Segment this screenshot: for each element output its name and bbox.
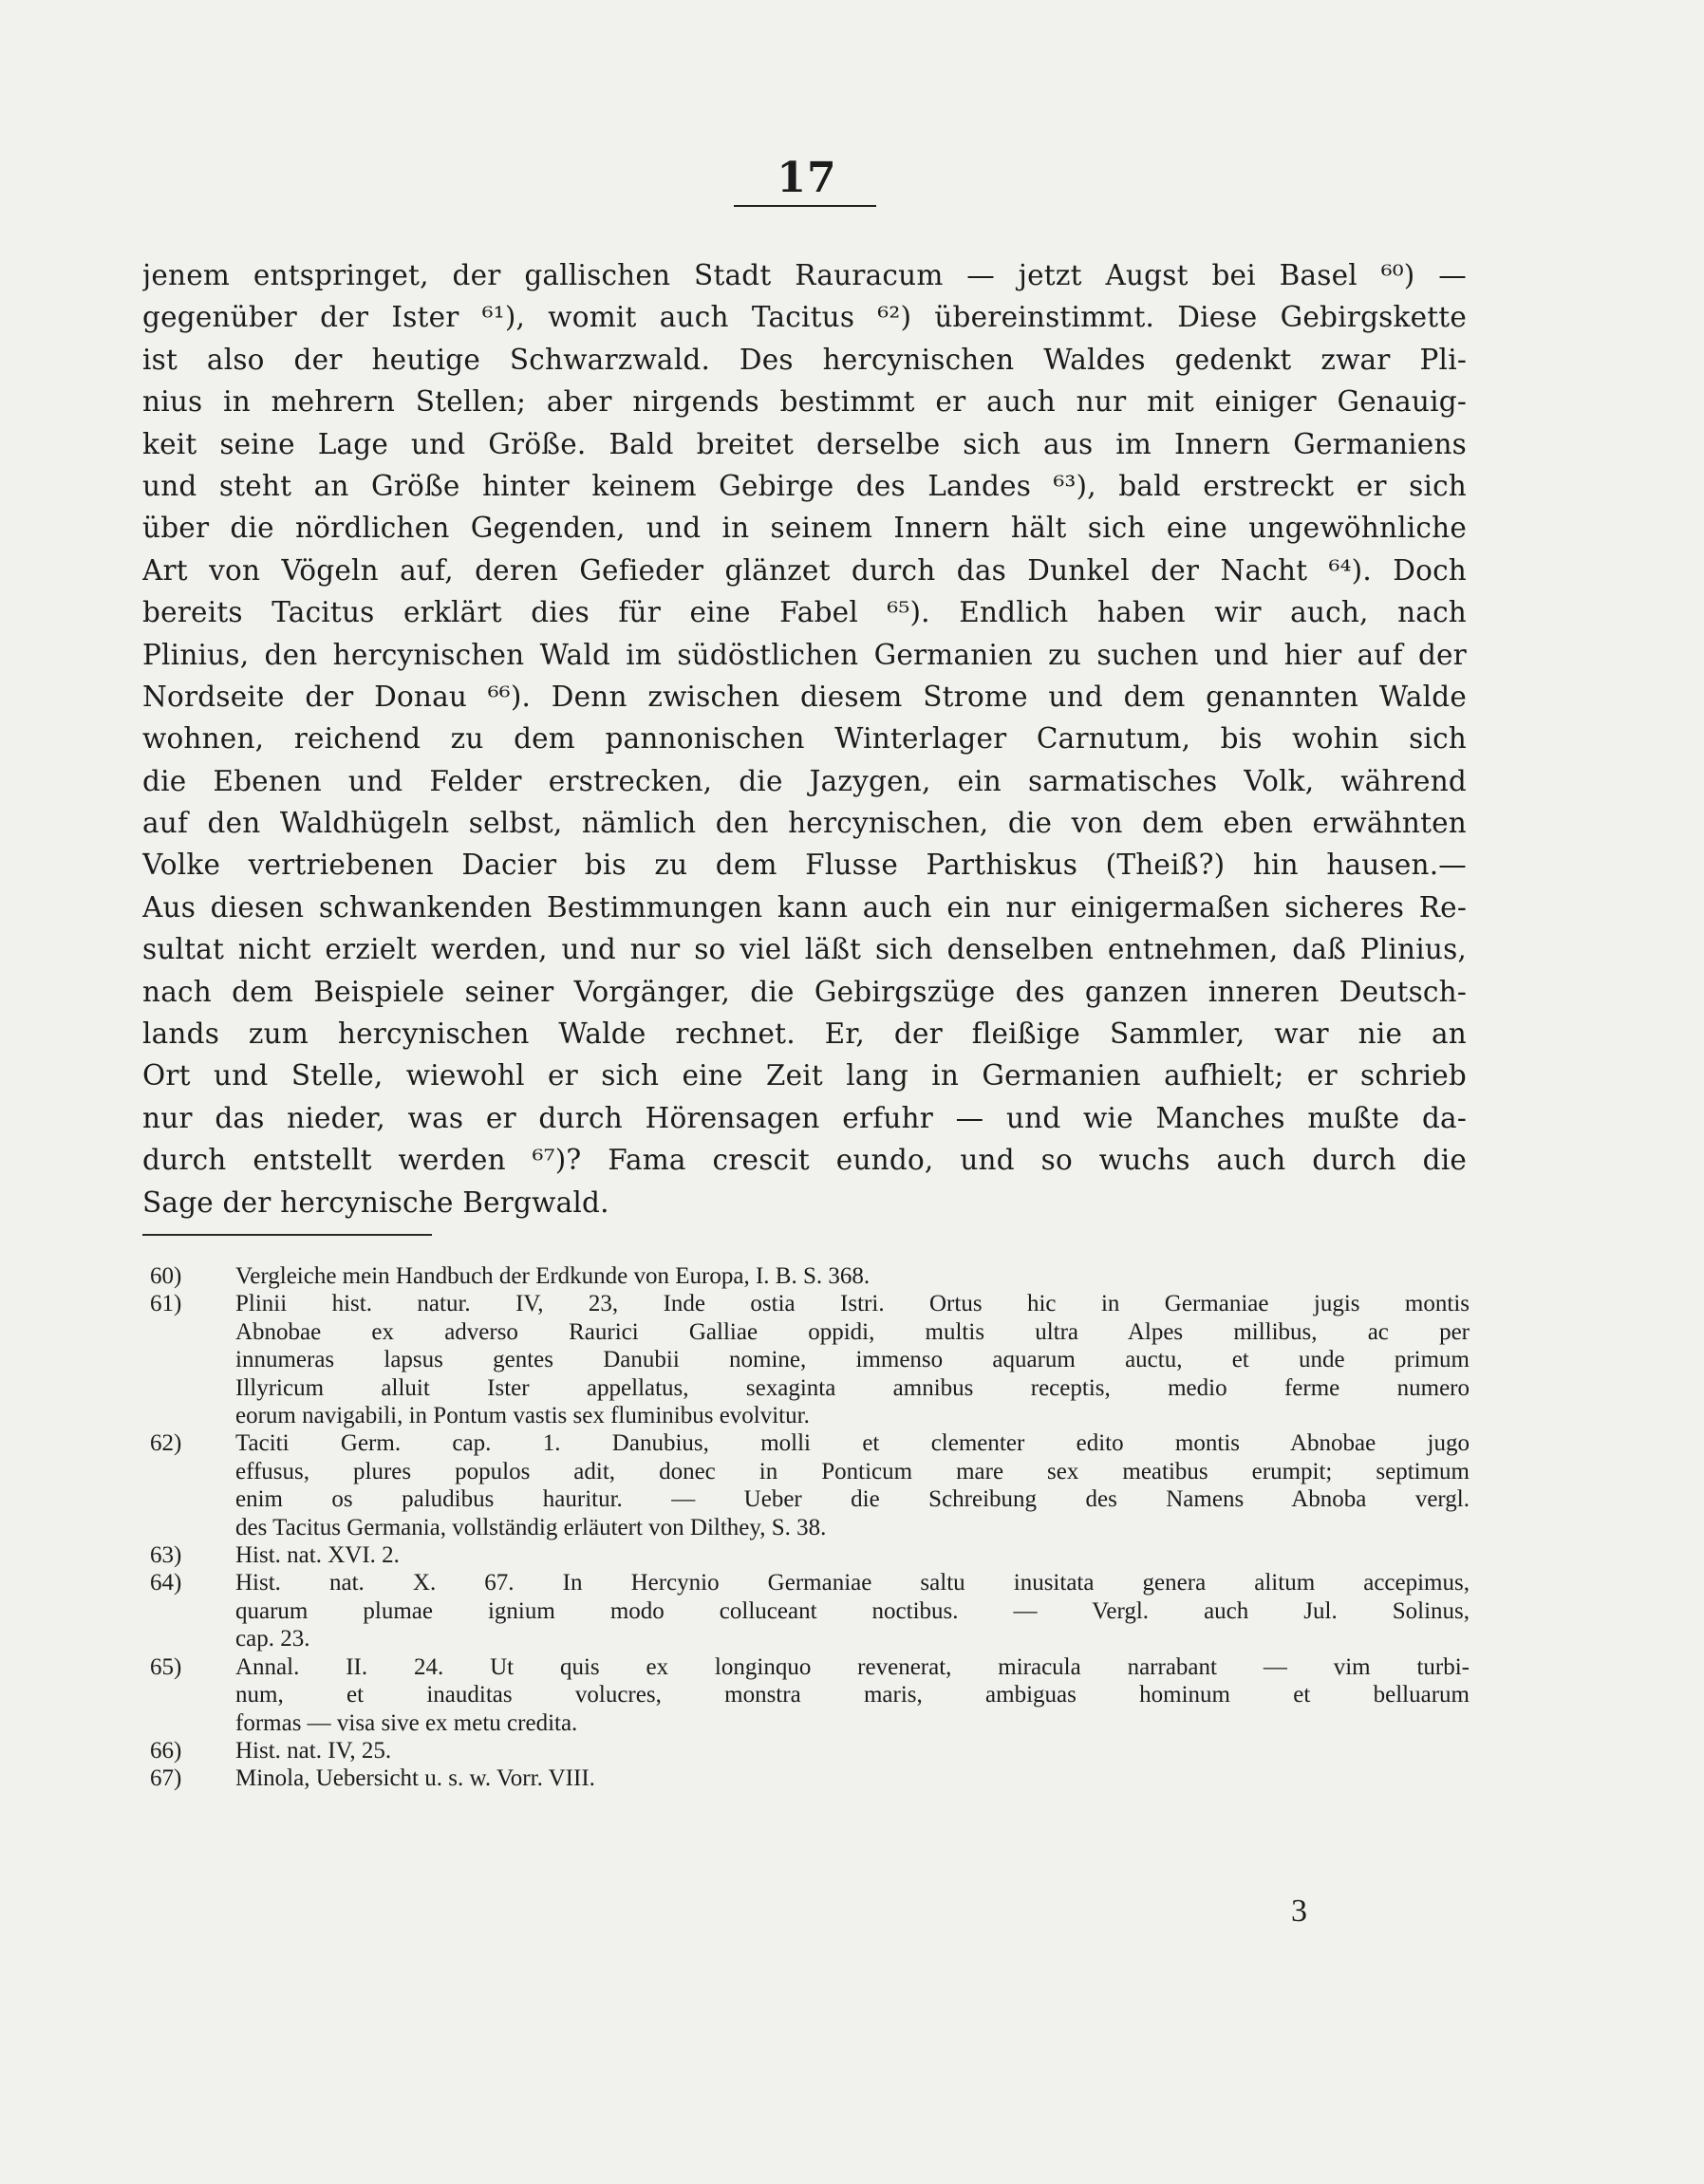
body-line: ist also der heutige Schwarzwald. Des hercynischen Waldes gedenkt zwar Pli-: [142, 343, 1467, 376]
footnote: [150, 1764, 1470, 1792]
footnote-line: Annal. II. 24. Ut quis ex longinquo revenerat, miracula narrabant — vim turbi-: [235, 1653, 1470, 1680]
footnote-number: 63): [150, 1542, 182, 1569]
body-line: nius in mehrern Stellen; aber nirgends bestimmt er auch nur mit einiger Genauig-: [142, 385, 1467, 419]
body-line: nach dem Beispiele seiner Vorgänger, die Gebirgszüge des ganzen inneren Deutsch-: [142, 975, 1467, 1008]
footnote-line: Minola, Uebersicht u. s. w. Vorr. VIII.: [235, 1765, 595, 1792]
body-line: sultat nicht erzielt werden, und nur so viel läßt sich denselben entnehmen, daß Plinius,: [142, 933, 1467, 966]
body-line: und steht an Größe hinter keinem Gebirge des Landes ⁶³), bald erstreckt er sich: [142, 469, 1467, 502]
body-line: keit seine Lage und Größe. Bald breitet derselbe sich aus im Innern Germaniens: [142, 427, 1467, 460]
body-line: die Ebenen und Felder erstrecken, die Jazygen, ein sarmatisches Volk, während: [142, 764, 1467, 797]
body-line: lands zum hercynischen Walde rechnet. Er, der fleißige Sammler, war nie an: [142, 1017, 1467, 1051]
footnotes: [150, 1262, 1470, 1793]
body-line: wohnen, reichend zu dem pannonischen Winterlager Carnutum, bis wohin sich: [142, 722, 1467, 756]
footnote-separator: [142, 1234, 432, 1236]
body-line: jenem entspringet, der gallischen Stadt Rauracum — jetzt Augst bei Basel ⁶⁰) —: [142, 259, 1467, 291]
footnote-text: [235, 1262, 1470, 1290]
footnote-line: quarum plumae ignium modo colluceant noctibus. — Vergl. auch Jul. Solinus,: [235, 1597, 1470, 1624]
body-line: Art von Vögeln auf, deren Gefieder glänzet durch das Dunkel der Nacht ⁶⁴). Doch: [142, 553, 1467, 587]
footnote-line: cap. 23.: [235, 1626, 310, 1652]
footnote-line: des Tacitus Germania, vollständig erläutert von Dilthey, S. 38.: [235, 1514, 827, 1540]
footnote-line: Abnobae ex adverso Raurici Galliae oppidi, multis ultra Alpes millibus, ac per: [235, 1318, 1470, 1345]
footnote-number: 62): [150, 1430, 182, 1457]
footnote-line: effusus, plures populos adit, donec in Ponticum mare sex meatibus erumpit; septimum: [235, 1458, 1470, 1484]
body-line: Ort und Stelle, wiewohl er sich eine Zeit lang in Germanien aufhielt; er schrieb: [142, 1059, 1467, 1092]
footnote-number: 64): [150, 1570, 182, 1596]
footnote-line: Hist. nat. X. 67. In Hercynio Germaniae saltu inusitata genera alitum accepimus,: [235, 1570, 1470, 1596]
body-line: Sage der hercynische Bergwald.: [142, 1185, 609, 1219]
footnote: [150, 1569, 1470, 1652]
body-line: bereits Tacitus erklärt dies für eine Fabel ⁶⁵). Endlich haben wir auch, nach: [142, 596, 1467, 629]
footnote-text: [235, 1737, 1470, 1764]
page-number: 17: [777, 154, 837, 202]
footnote: [150, 1429, 1470, 1541]
footnote-line: Plinii hist. natur. IV, 23, Inde ostia Istri. Ortus hic in Germaniae jugis montis: [235, 1291, 1470, 1317]
footnote-text: [235, 1653, 1470, 1737]
footnote-line: enim os paludibus hauritur. — Ueber die Schreibung des Namens Abnoba vergl.: [235, 1486, 1470, 1513]
footnote-line: formas — visa sive ex metu credita.: [235, 1709, 578, 1736]
body-line: Nordseite der Donau ⁶⁶). Denn zwischen diesem Strome und dem genannten Walde: [142, 680, 1467, 713]
body-line: durch entstellt werden ⁶⁷)? Fama crescit eundo, und so wuchs auch durch die: [142, 1144, 1467, 1177]
body-line: nur das nieder, was er durch Hörensagen erfuhr — und wie Manches mußte da-: [142, 1101, 1467, 1134]
footnote-text: [235, 1764, 1470, 1792]
footnote-line: Hist. nat. IV, 25.: [235, 1737, 392, 1764]
footnote-number: 66): [150, 1737, 182, 1764]
footnote-text: [235, 1429, 1470, 1541]
main-text: [142, 254, 1467, 1223]
footnote: [150, 1653, 1470, 1737]
footnote: [150, 1290, 1470, 1429]
body-line: auf den Waldhügeln selbst, nämlich den hercynischen, die von dem eben erwähnten: [142, 807, 1467, 840]
footnote: [150, 1541, 1470, 1569]
footnote-line: Vergleiche mein Handbuch der Erdkunde von Europa, I. B. S. 368.: [235, 1263, 871, 1289]
footnote-line: Hist. nat. XVI. 2.: [235, 1542, 400, 1569]
footnote-number: 67): [150, 1765, 182, 1792]
footnote-text: [235, 1541, 1470, 1569]
footnote: [150, 1737, 1470, 1764]
footnote-line: Illyricum alluit Ister appellatus, sexaginta amnibus receptis, medio ferme numero: [235, 1374, 1470, 1401]
body-line: Volke vertriebenen Dacier bis zu dem Flusse Parthiskus (Theiß?) hin hausen.—: [142, 849, 1467, 882]
footnote: [150, 1262, 1470, 1290]
footnote-line: eorum navigabili, in Pontum vastis sex fluminibus evolvitur.: [235, 1403, 810, 1429]
footnote-text: [235, 1569, 1470, 1652]
footnote-number: 65): [150, 1653, 182, 1680]
footnote-text: [235, 1290, 1470, 1429]
body-line: Plinius, den hercynischen Wald im südöstlichen Germanien zu suchen und hier auf der: [142, 638, 1467, 671]
footnote-number: 61): [150, 1291, 182, 1317]
footnote-line: innumeras lapsus gentes Danubii nomine, immenso aquarum auctu, et unde primum: [235, 1347, 1470, 1373]
footnote-number: 60): [150, 1263, 182, 1289]
signature-mark: 3: [1291, 1894, 1307, 1929]
footnote-line: num, et inauditas volucres, monstra maris, ambiguas hominum et belluarum: [235, 1682, 1470, 1708]
footnote-line: Taciti Germ. cap. 1. Danubius, molli et clementer edito montis Abnobae jugo: [235, 1430, 1470, 1457]
page-number-rule: [734, 205, 876, 207]
body-line: über die nördlichen Gegenden, und in seinem Innern hält sich eine ungewöhnliche: [142, 512, 1467, 545]
body-line: gegenüber der Ister ⁶¹), womit auch Tacitus ⁶²) übereinstimmt. Diese Gebirgskette: [142, 301, 1467, 334]
body-line: Aus diesen schwankenden Bestimmungen kann auch ein nur einigermaßen sicheres Re-: [142, 890, 1467, 924]
